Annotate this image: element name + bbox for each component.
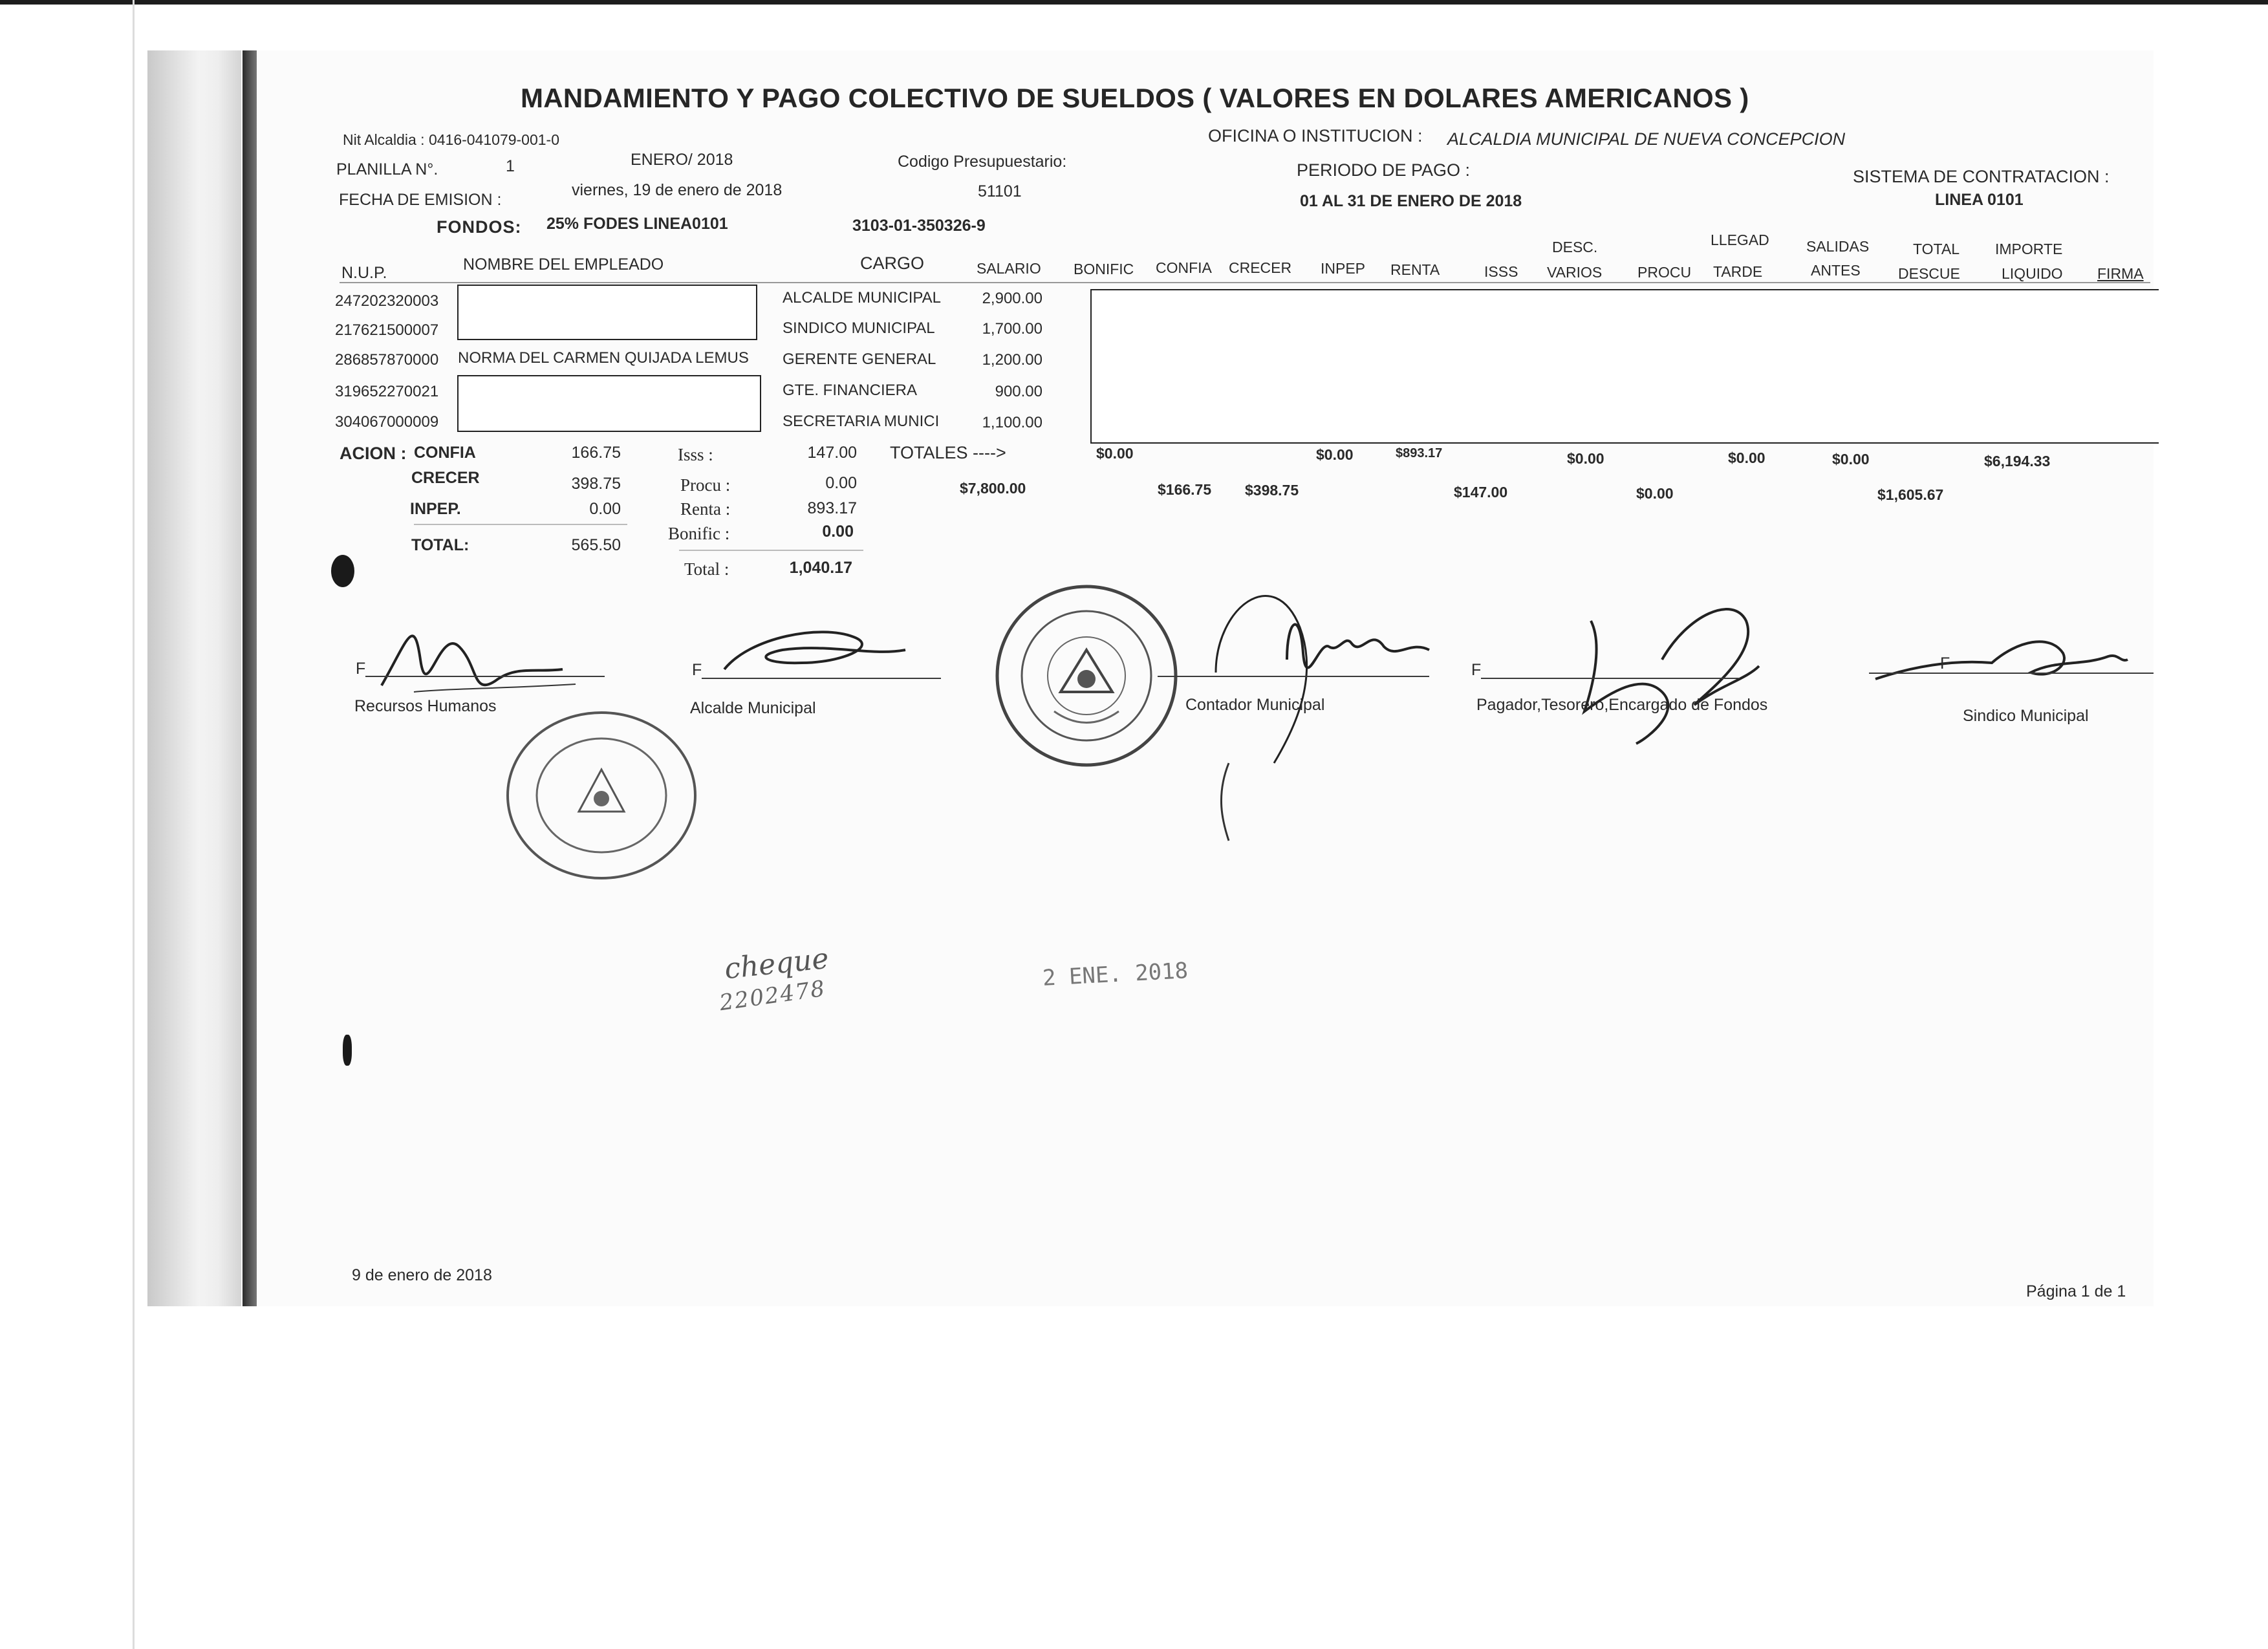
summary-total2-value: 1,040.17 [789, 559, 852, 577]
summary-left-rule [414, 524, 627, 525]
summary-bonific-value: 0.00 [822, 523, 854, 541]
summary-renta-value: 893.17 [807, 499, 857, 517]
totales-confia: $166.75 [1158, 481, 1212, 498]
header-procu: PROCU [1637, 264, 1692, 281]
header-isss: ISSS [1484, 263, 1518, 280]
summary-procu-value: 0.00 [825, 474, 857, 492]
summary-procu-label: Procu : [680, 475, 731, 495]
header-total-line1: TOTAL [1913, 241, 1960, 257]
summary-isss-label: Isss : [678, 445, 713, 464]
header-desc-line2: VARIOS [1547, 264, 1603, 281]
punch-hole-top [331, 555, 354, 587]
header-confia: CONFIA [1156, 259, 1212, 276]
header-importe-line1: IMPORTE [1995, 241, 2063, 257]
sig-sindico-prefix: F [1940, 654, 1950, 673]
handwritten-cheque-number: 2202478 [718, 975, 828, 1017]
header-salidas-line1: SALIDAS [1806, 238, 1870, 255]
sig-rrhh-label: Recursos Humanos [354, 697, 497, 715]
totales-crecer: $398.75 [1245, 482, 1299, 499]
cuenta-bancaria: 3103-01-350326-9 [852, 217, 986, 235]
summary-total2-label: Total : [684, 559, 729, 579]
summary-crecer-label: CRECER [411, 469, 480, 487]
summary-isss-value: 147.00 [807, 444, 857, 462]
binder-edge [243, 50, 257, 1306]
header-desc-line1: DESC. [1552, 239, 1598, 255]
summary-inpep-label: INPEP. [410, 500, 461, 518]
summary-renta-label: Renta : [680, 499, 731, 519]
scan-shadow [147, 50, 241, 1306]
planilla-value: 1 [506, 157, 515, 175]
summary-total-label: TOTAL: [411, 536, 470, 554]
totales-total-descue: $1,605.67 [1877, 486, 1944, 503]
row-2-cargo: SINDICO MUNICIPAL [783, 319, 935, 337]
codigo-presupuestario-label: Codigo Presupuestario: [898, 153, 1067, 171]
oficina-label: OFICINA O INSTITUCION : [1208, 126, 1423, 146]
totales-inpep: $0.00 [1316, 446, 1354, 463]
seal-recursos-humanos [504, 708, 698, 883]
header-bonific: BONIFIC [1074, 261, 1134, 277]
row-3-salario: 1,200.00 [982, 351, 1042, 369]
summary-confia-label: CONFIA [414, 444, 476, 462]
sig-rrhh-prefix: F [356, 660, 366, 678]
row-5-cargo: SECRETARIA MUNICI [783, 413, 940, 430]
nit-alcaldia: Nit Alcaldia : 0416-041079-001-0 [343, 131, 560, 148]
summary-bonific-label: Bonific : [668, 524, 730, 543]
header-nombre: NOMBRE DEL EMPLEADO [463, 255, 664, 274]
row-1-nup: 247202320003 [335, 292, 439, 310]
row-4-cargo: GTE. FINANCIERA [783, 382, 918, 399]
planilla-month: ENERO/ 2018 [631, 151, 733, 169]
header-llegad-line2: TARDE [1713, 263, 1763, 280]
summary-right-rule [679, 550, 863, 551]
header-underline [340, 282, 2150, 283]
signature-sindico [1863, 627, 2141, 698]
sig-contador-label: Contador Municipal [1185, 696, 1325, 714]
footer-date: 9 de enero de 2018 [352, 1266, 492, 1284]
signature-pagador [1565, 595, 1772, 750]
periodo-pago-value: 01 AL 31 DE ENERO DE 2018 [1300, 192, 1522, 210]
row-2-salario: 1,700.00 [982, 320, 1042, 338]
sig-alcalde-line [702, 678, 941, 679]
header-inpep: INPEP [1321, 260, 1366, 277]
sig-sindico-line [1869, 673, 2154, 674]
sig-pagador-line [1481, 678, 1740, 679]
fondos-value: 25% FODES LINEA0101 [546, 215, 728, 233]
scan-top-border [0, 0, 2268, 5]
sistema-contratacion-value: LINEA 0101 [1935, 191, 2024, 209]
totales-llegad: $0.00 [1728, 449, 1766, 466]
header-nup: N.U.P. [341, 264, 387, 282]
totales-desc-varios: $0.00 [1567, 450, 1604, 467]
row-3-cargo: GERENTE GENERAL [783, 350, 936, 368]
scan-page-edge [133, 0, 135, 1649]
row-4-nup: 319652270021 [335, 383, 439, 400]
row-5-nup: 304067000009 [335, 413, 439, 431]
sig-contador-line [1158, 676, 1429, 677]
sig-alcalde-prefix: F [692, 661, 702, 679]
summary-crecer-value: 398.75 [571, 475, 621, 493]
fondos-label: FONDOS: [437, 217, 522, 237]
summary-inpep-value: 0.00 [589, 500, 621, 518]
sig-alcalde-label: Alcalde Municipal [690, 699, 816, 717]
signature-rrhh [369, 601, 601, 711]
row-1-cargo: ALCALDE MUNICIPAL [783, 289, 941, 307]
redaction-box-names-2 [457, 375, 761, 432]
footer-page: Página 1 de 1 [2026, 1282, 2126, 1300]
row-3-nup: 286857870000 [335, 351, 439, 369]
summary-label: ACION : [340, 444, 407, 463]
planilla-label: PLANILLA N°. [336, 160, 438, 178]
periodo-pago-label: PERIODO DE PAGO : [1297, 160, 1471, 180]
oficina-value: ALCALDIA MUNICIPAL DE NUEVA CONCEPCION [1447, 129, 1846, 149]
date-stamp: 2 ENE. 2018 [1042, 958, 1189, 991]
row-4-salario: 900.00 [995, 383, 1042, 400]
row-3-nombre: NORMA DEL CARMEN QUIJADA LEMUS [458, 349, 749, 367]
sistema-contratacion-label: SISTEMA DE CONTRATACION : [1853, 167, 2110, 186]
seal-contabilidad [993, 582, 1180, 770]
totales-isss: $147.00 [1454, 484, 1508, 501]
totales-renta: $893.17 [1396, 446, 1443, 460]
sig-pagador-prefix: F [1471, 661, 1482, 679]
sig-rrhh-line [365, 676, 605, 677]
header-salario: SALARIO [977, 260, 1041, 277]
row-1-salario: 2,900.00 [982, 290, 1042, 307]
handwritten-cheque: cheque [722, 942, 830, 986]
document-title: MANDAMIENTO Y PAGO COLECTIVO DE SUELDOS ( VALORES EN DOLARES AMERICANOS ) [521, 83, 1749, 113]
punch-hole-bottom [343, 1035, 352, 1066]
totales-label: TOTALES ----> [890, 443, 1006, 462]
fecha-emision-value: viernes, 19 de enero de 2018 [572, 181, 783, 199]
header-salidas-line2: ANTES [1811, 262, 1861, 279]
fecha-emision-label: FECHA DE EMISION : [339, 191, 502, 209]
redaction-box-deductions [1090, 289, 2159, 444]
summary-total-value: 565.50 [571, 536, 621, 554]
redaction-box-names-1 [457, 285, 757, 340]
summary-confia-value: 166.75 [571, 444, 621, 462]
header-renta: RENTA [1390, 261, 1440, 278]
totales-bonific: $0.00 [1096, 445, 1134, 462]
header-cargo: CARGO [860, 253, 925, 273]
header-llegad-line1: LLEGAD [1711, 232, 1769, 248]
totales-salario: $7,800.00 [960, 480, 1026, 497]
header-firma: FIRMA [2097, 265, 2144, 282]
row-5-salario: 1,100.00 [982, 414, 1042, 431]
row-2-nup: 217621500007 [335, 321, 439, 339]
header-total-line2: DESCUE [1898, 265, 1960, 282]
totales-procu: $0.00 [1636, 485, 1674, 502]
sig-sindico-label: Sindico Municipal [1963, 707, 2089, 725]
header-crecer: CRECER [1229, 259, 1292, 276]
header-importe-line2: LIQUIDO [2002, 265, 2063, 282]
sig-pagador-label: Pagador,Tesorero,Encargado de Fondos [1476, 696, 1768, 714]
codigo-presupuestario-value: 51101 [978, 182, 1022, 200]
totales-salidas: $0.00 [1832, 451, 1870, 468]
signature-alcalde [711, 611, 925, 689]
totales-importe: $6,194.33 [1984, 453, 2051, 469]
